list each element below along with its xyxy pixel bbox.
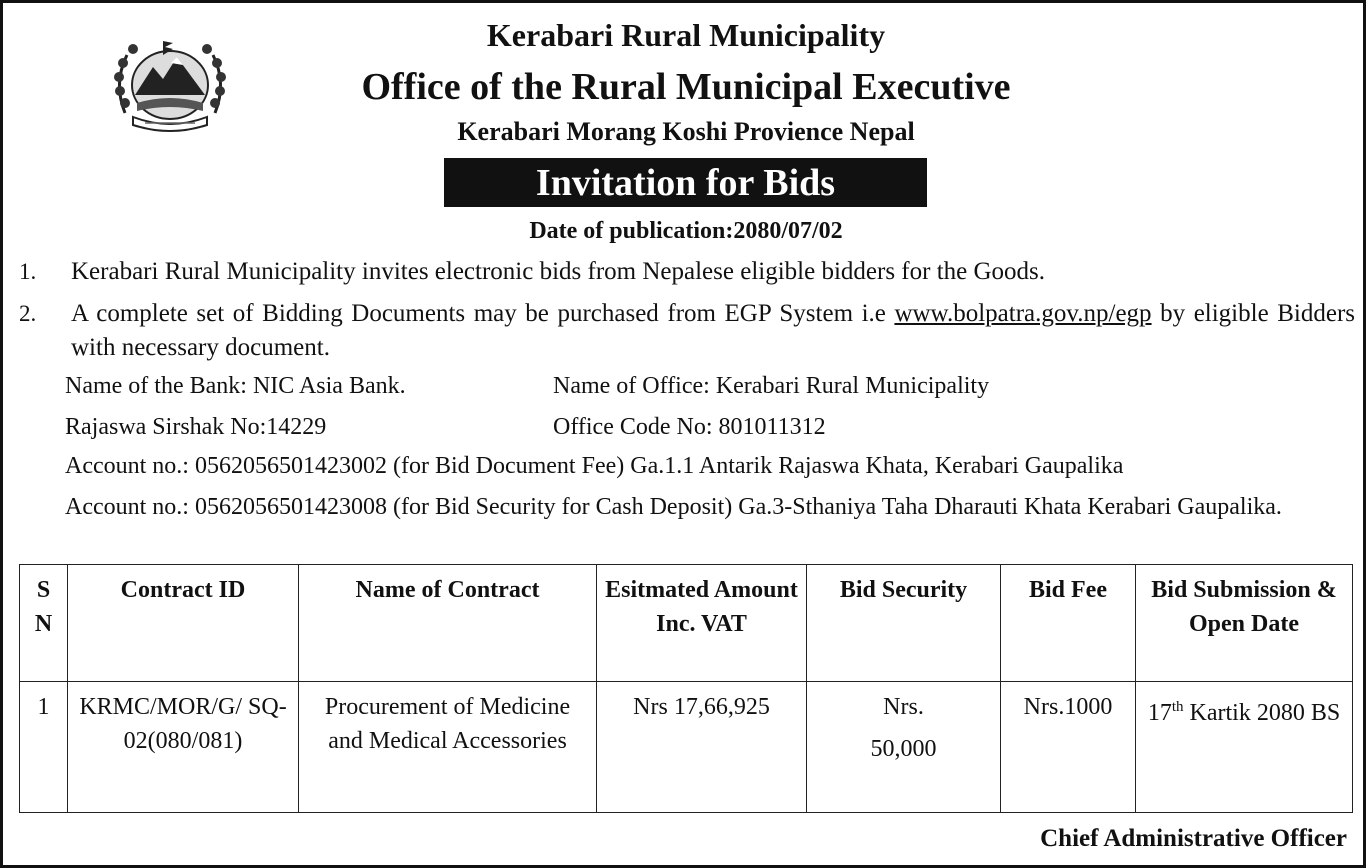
bids-table [19,564,1353,813]
clause-2-lead: A complete set of Bidding Documents may be purchased from EGP System i.e [71,300,895,327]
clause-2-text [71,297,1355,365]
header-submission-date: Bid Submission & Open Date [1136,565,1353,682]
header-contract-id: Contract ID [68,565,299,682]
clause-number-2: 2. [19,301,37,326]
signatory-title: Chief Administrative Officer [1040,825,1347,852]
clause-2-tail: by eligible Bidders with necessary document. [71,300,1355,361]
header-name-of-contract: Name of Contract [299,565,597,682]
account-bid-security: Account no.: 0562056501423008 (for Bid Security for Cash Deposit) Ga.3-Sthaniya Taha Dharauti Khata Kerabari Gaupalika. [65,494,1282,520]
office-code: Office Code No: 801011312 [553,414,826,440]
egp-link[interactable]: www.bolpatra.gov.np/egp [894,300,1152,327]
header-estimated-amount: Esitmated Amount Inc. VAT [597,565,807,682]
table-header-row [20,565,1353,682]
municipality-name: Kerabari Rural Municipality [486,17,886,53]
cell-name-of-contract: Procurement of Medicine and Medical Accessories [299,682,597,813]
bank-name: Name of the Bank: NIC Asia Bank. [65,373,406,399]
office-name-bank: Name of Office: Kerabari Rural Municipality [553,373,990,399]
rajaswa-sirshak-number: Rajaswa Sirshak No:14229 [65,414,327,440]
cell-sn: 1 [20,682,68,813]
notice-title-banner: Invitation for Bids [444,158,927,207]
office-name: Office of the Rural Municipal Executive [361,66,1011,108]
office-address: Kerabari Morang Koshi Provience Nepal [457,117,915,146]
table-row [20,682,1353,813]
cell-bid-security: Nrs. 50,000 [807,682,1001,813]
header-bid-fee: Bid Fee [1001,565,1136,682]
publication-date: Date of publication:2080/07/02 [529,218,843,244]
cell-estimated-amount: Nrs 17,66,925 [597,682,807,813]
cell-contract-id: KRMC/MOR/G/ SQ-02(080/081) [68,682,299,813]
header-bid-security: Bid Security [807,565,1001,682]
cell-submission-date: 17th Kartik 2080 BS [1136,682,1353,813]
clause-1-text: Kerabari Rural Municipality invites electronic bids from Nepalese eligible bidders for the Goods. [71,258,1046,285]
account-document-fee: Account no.: 0562056501423002 (for Bid Document Fee) Ga.1.1 Antarik Rajaswa Khata, Kerabari Gaupalika [65,453,1124,479]
header-sn: S N [20,565,68,682]
cell-bid-fee: Nrs.1000 [1001,682,1136,813]
clause-number-1: 1. [19,259,37,284]
